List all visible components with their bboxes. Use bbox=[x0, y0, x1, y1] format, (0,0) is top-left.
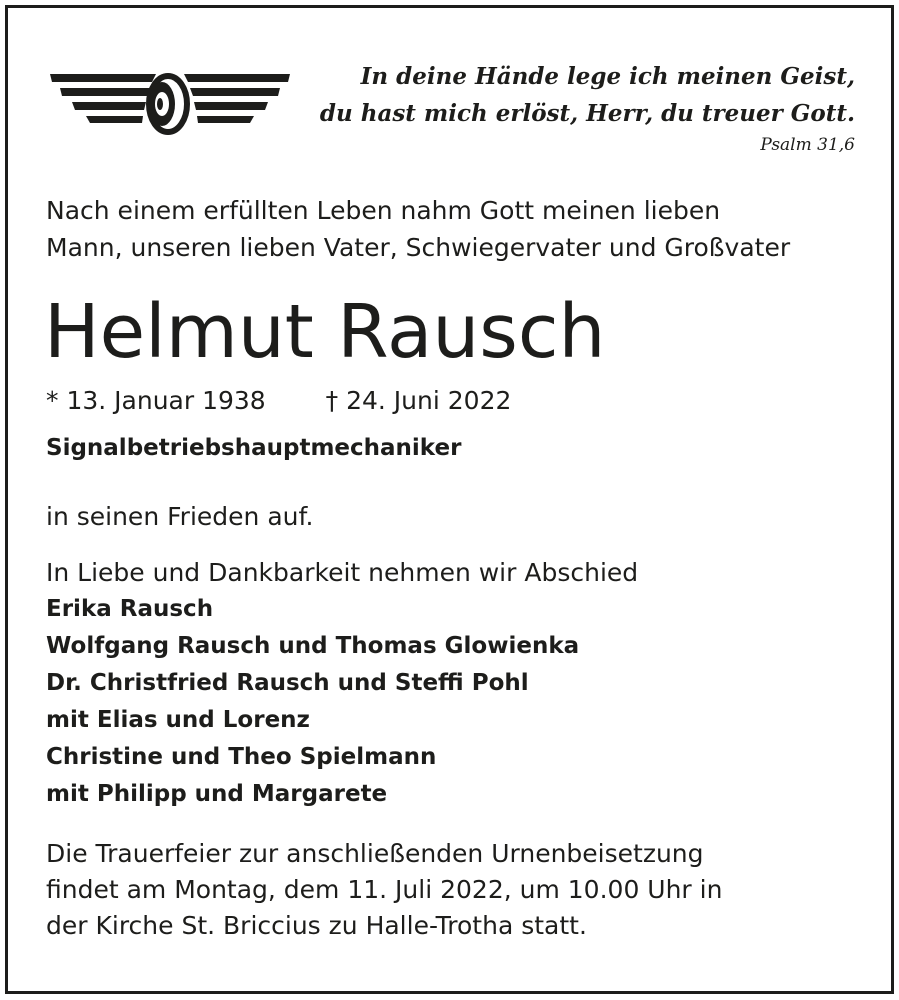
family-section bbox=[46, 554, 638, 813]
bible-quote bbox=[320, 58, 855, 156]
birth-date: * 13. Januar 1938 bbox=[46, 386, 266, 415]
family-member: Erika Rausch bbox=[46, 596, 214, 622]
service-info bbox=[46, 836, 722, 944]
death-date: † 24. Juni 2022 bbox=[325, 386, 512, 415]
service-line-2: findet am Montag, dem 11. Juli 2022, um 10.00 Uhr in bbox=[46, 875, 723, 904]
quote-line-1: In deine Hände lege ich meinen Geist, bbox=[360, 63, 855, 90]
quote-line-2: du hast mich erlöst, Herr, du treuer Gott. bbox=[319, 100, 855, 127]
family-intro: In Liebe und Dankbarkeit nehmen wir Abschied bbox=[46, 558, 639, 587]
family-member: mit Philipp und Margarete bbox=[46, 781, 388, 807]
family-member: mit Elias und Lorenz bbox=[46, 707, 310, 733]
service-line-3: der Kirche St. Briccius zu Halle-Trotha statt. bbox=[46, 911, 587, 940]
deceased-name: Helmut Rausch bbox=[44, 289, 606, 375]
intro-line-2: Mann, unseren lieben Vater, Schwiegervater und Großvater bbox=[46, 233, 791, 262]
quote-reference: Psalm 31,6 bbox=[760, 135, 855, 155]
peace-text: in seinen Frieden auf. bbox=[46, 502, 314, 531]
family-member: Christine und Theo Spielmann bbox=[46, 744, 437, 770]
winged-wheel-icon bbox=[50, 70, 290, 140]
intro-line-1: Nach einem erfüllten Leben nahm Gott meinen lieben bbox=[46, 196, 721, 225]
intro-text bbox=[46, 192, 790, 266]
life-dates bbox=[46, 382, 511, 419]
family-member: Dr. Christfried Rausch und Steffi Pohl bbox=[46, 670, 529, 696]
family-member: Wolfgang Rausch und Thomas Glowienka bbox=[46, 633, 580, 659]
profession: Signalbetriebshauptmechaniker bbox=[46, 435, 462, 461]
service-line-1: Die Trauerfeier zur anschließenden Urnenbeisetzung bbox=[46, 839, 704, 868]
